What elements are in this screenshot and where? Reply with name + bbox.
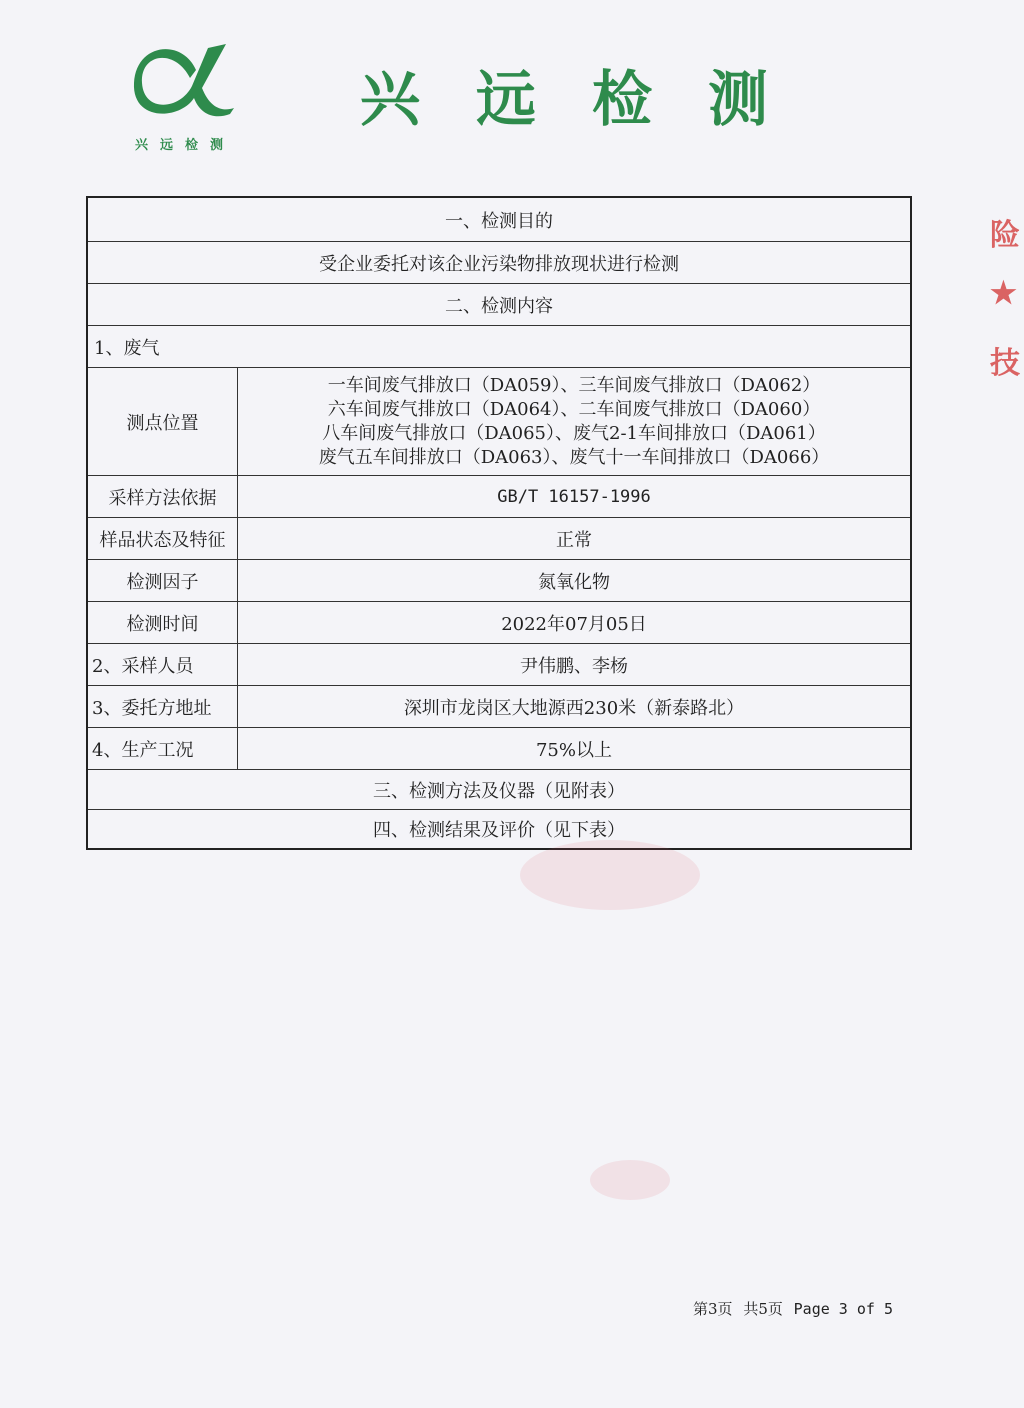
seal-star-icon: ★ <box>990 276 1017 311</box>
state-row <box>88 518 910 560</box>
location-label: 测点位置 <box>88 368 238 475</box>
report-table <box>86 196 912 850</box>
location-line: 废气五车间排放口（DA063）、废气十一车间排放口（DA066） <box>318 446 830 468</box>
sampler-row <box>88 644 910 686</box>
section-1-title-row <box>88 198 910 242</box>
address-label: 3、委托方地址 <box>88 686 238 727</box>
location-row <box>88 368 910 476</box>
brand-title: 兴远检测 <box>360 65 824 135</box>
company-logo <box>130 38 240 158</box>
production-value: 75%以上 <box>535 739 612 761</box>
method-row <box>88 476 910 518</box>
location-line: 一车间废气排放口（DA059）、三车间废气排放口（DA062） <box>327 374 821 396</box>
time-label: 检测时间 <box>88 602 238 643</box>
location-line: 六车间废气排放口（DA064）、二车间废气排放口（DA060） <box>327 398 821 420</box>
method-label: 采样方法依据 <box>88 476 238 517</box>
location-line: 八车间废气排放口（DA065）、废气2-1车间排放口（DA061） <box>322 422 826 444</box>
production-label: 4、生产工况 <box>88 728 238 769</box>
state-label: 样品状态及特征 <box>88 518 238 559</box>
purpose-text: 受企业委托对该企业污染物排放现状进行检测 <box>319 253 679 275</box>
section-2-title: 二、检测内容 <box>445 295 553 317</box>
address-value: 深圳市龙岗区大地源西230米（新泰路北） <box>403 697 745 719</box>
sampler-value: 尹伟鹏、李杨 <box>520 655 628 677</box>
state-value: 正常 <box>556 529 592 551</box>
section-1-title: 一、检测目的 <box>445 210 553 232</box>
seal-char: 险 <box>990 218 1020 253</box>
alpha-logo-icon <box>130 38 240 128</box>
factor-label: 检测因子 <box>88 560 238 601</box>
page-number-en: Page 3 of 5 <box>793 1300 893 1318</box>
page-total-cn: 共5页 <box>743 1300 783 1318</box>
page-number-cn: 第3页 <box>693 1300 733 1318</box>
address-row <box>88 686 910 728</box>
location-value <box>238 368 910 475</box>
waste-gas-heading-row <box>88 326 910 368</box>
factor-row <box>88 560 910 602</box>
sampler-label: 2、采样人员 <box>88 644 238 685</box>
section-4-title: 四、检测结果及评价（见下表） <box>373 820 625 841</box>
production-row <box>88 728 910 770</box>
red-seal-edge <box>986 206 1024 402</box>
seal-char: 技 <box>990 346 1020 381</box>
section-2-title-row <box>88 284 910 326</box>
time-row <box>88 602 910 644</box>
waste-gas-heading: 1、废气 <box>94 337 160 359</box>
section-1-content-row <box>88 242 910 284</box>
page-footer <box>693 1298 899 1319</box>
section-4-title-row <box>88 810 910 848</box>
ink-smudge <box>590 1160 670 1200</box>
ink-smudge <box>520 840 700 910</box>
factor-value: 氮氧化物 <box>538 571 610 593</box>
section-3-title-row <box>88 770 910 810</box>
logo-caption: 兴远检测 <box>134 138 235 153</box>
section-3-title: 三、检测方法及仪器（见附表） <box>373 780 625 802</box>
method-value: GB/T 16157-1996 <box>497 486 651 507</box>
time-value: 2022年07月05日 <box>501 613 647 635</box>
